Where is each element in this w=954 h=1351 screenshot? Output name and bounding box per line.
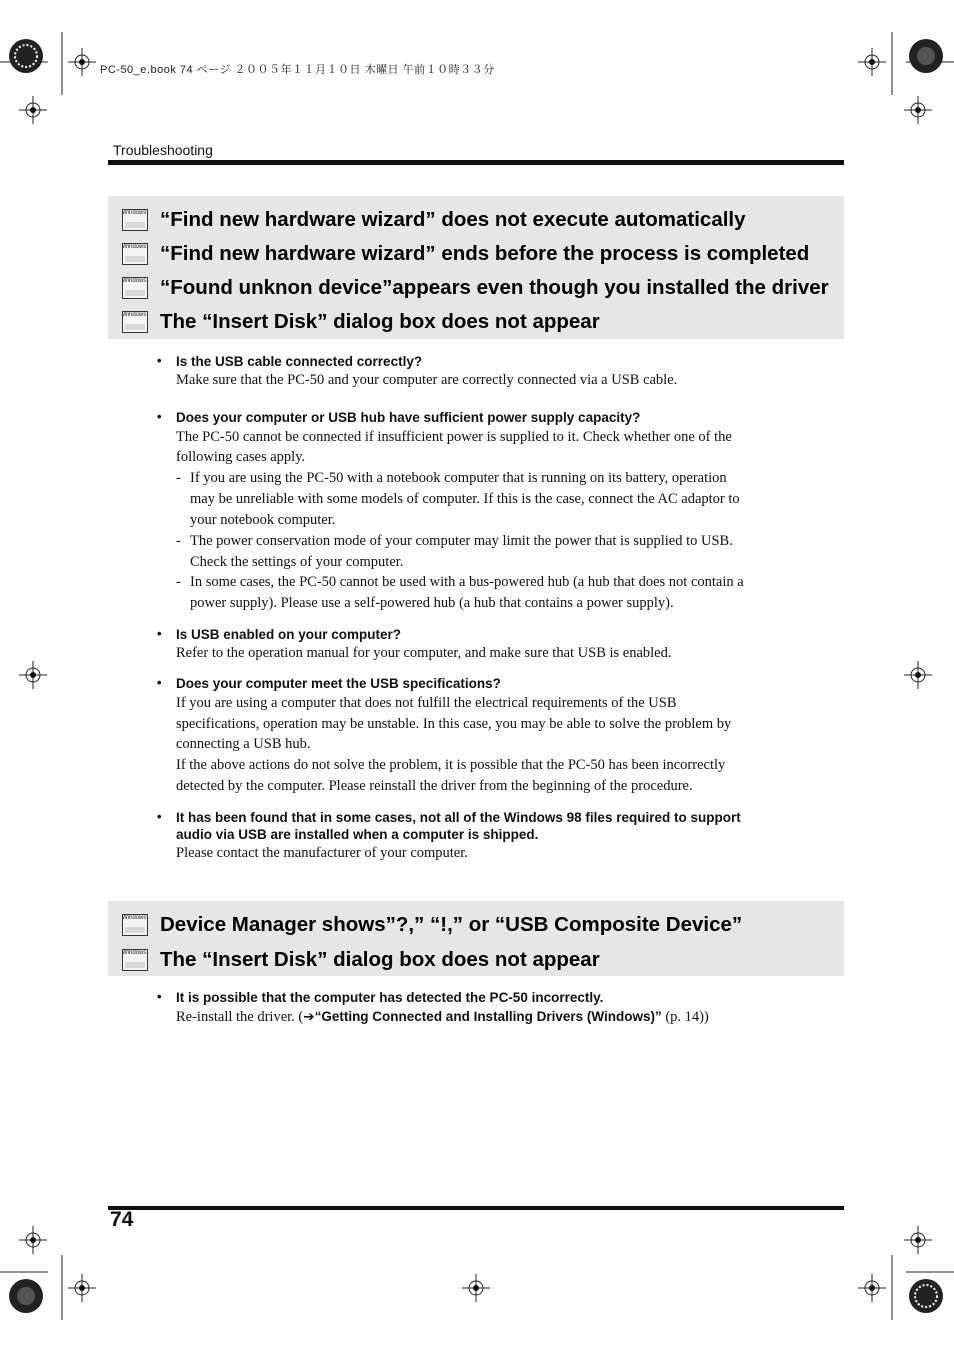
bullet: • (157, 989, 162, 1004)
heading-row (122, 273, 829, 303)
answer-line: connecting a USB hub. (176, 736, 311, 752)
heading-row (122, 945, 600, 975)
subitem-line: If you are using the PC-50 with a notebook computer that is running on its battery, operation (190, 470, 727, 486)
answer-line: following cases apply. (176, 449, 306, 465)
windows-icon-label: Windows (122, 210, 147, 216)
answer-line: Refer to the operation manual for your computer, and make sure that USB is enabled. (176, 645, 672, 661)
windows-icon (122, 311, 148, 333)
subitem-line: Check the settings of your computer. (190, 554, 404, 570)
windows-icon-label: Windows (122, 312, 147, 318)
footer-rule (108, 1206, 844, 1210)
heading-device-manager: Device Manager shows”?,” “!,” or “USB Composite Device” (160, 913, 743, 936)
windows-icon (122, 914, 148, 936)
answer-line: Make sure that the PC-50 and your computer are correctly connected via a USB cable. (176, 372, 678, 388)
heading-row (122, 307, 600, 337)
heading-insert-disk: The “Insert Disk” dialog box does not appear (160, 948, 600, 971)
page-number: 74 (110, 1208, 134, 1231)
bullet: • (157, 626, 162, 641)
answer-line: specifications, operation may be unstable. In this case, you may be able to solve the problem by (176, 716, 732, 732)
dash: - (176, 470, 181, 486)
file-header: PC-50_e.book 74 ページ ２００５年１１月１０日 木曜日 午前１０時３３分 (100, 64, 495, 76)
heading-row (122, 239, 809, 269)
heading-1: “Find new hardware wizard” does not execute automatically (160, 208, 746, 231)
bullet: • (157, 353, 162, 368)
windows-icon-label: Windows (122, 244, 147, 250)
subitem-line: may be unreliable with some models of computer. If this is the case, connect the AC adaptor to (190, 491, 740, 507)
windows-icon (122, 277, 148, 299)
subitem-line: In some cases, the PC-50 cannot be used with a bus-powered hub (a hub that does not contain a (190, 574, 744, 590)
answer-line: Please contact the manufacturer of your computer. (176, 845, 468, 861)
answer-line: If the above actions do not solve the problem, it is possible that the PC-50 has been incorrectly (176, 757, 726, 773)
heading-2: “Find new hardware wizard” ends before the process is completed (160, 242, 810, 265)
answer-suffix: (p. 14)) (661, 1009, 709, 1025)
heading-row (122, 205, 746, 235)
windows-icon (122, 949, 148, 971)
answer-line: detected by the computer. Please reinstall the driver from the beginning of the procedure. (176, 778, 693, 794)
question-usb-enabled: Is USB enabled on your computer? (176, 627, 402, 642)
question-usb-spec: Does your computer meet the USB specifications? (176, 676, 501, 691)
subitem-line: power supply). Please use a self-powered hub (a hub that contains a power supply). (190, 595, 674, 611)
subitem-line: your notebook computer. (190, 512, 336, 528)
windows-icon-label: Windows (122, 278, 147, 284)
heading-3: “Found unknon device”appears even though you installed the driver (160, 276, 829, 299)
answer-line: If you are using a computer that does not fulfill the electrical requirements of the USB (176, 695, 677, 711)
bullet: • (157, 675, 162, 690)
bullet: • (157, 809, 162, 824)
windows-icon-label: Windows (122, 950, 147, 956)
question-usb-cable: Is the USB cable connected correctly? (176, 354, 423, 369)
question-windows98: It has been found that in some cases, not all of the Windows 98 files required to support (176, 810, 741, 825)
windows-icon-label: Windows (122, 915, 147, 921)
subitem-line: The power conservation mode of your computer may limit the power that is supplied to USB. (190, 533, 733, 549)
windows-icon (122, 243, 148, 265)
windows-icon (122, 209, 148, 231)
heading-box-2 (108, 901, 844, 976)
question-detected-incorrectly: It is possible that the computer has detected the PC-50 incorrectly. (176, 990, 604, 1005)
answer-line: The PC-50 cannot be connected if insufficient power is supplied to it. Check whether one of the (176, 429, 732, 445)
bullet: • (157, 409, 162, 424)
answer-prefix: Re-install the driver. ( (176, 1009, 304, 1025)
header-rule (108, 160, 844, 165)
heading-box-1 (108, 196, 844, 339)
answer-reinstall (176, 1007, 816, 1028)
arrow-icon: ➔ (303, 1009, 315, 1024)
section-label: Troubleshooting (113, 142, 213, 158)
heading-4: The “Insert Disk” dialog box does not appear (160, 310, 600, 333)
heading-row (122, 910, 742, 940)
dash: - (176, 533, 181, 549)
question-windows98-cont: audio via USB are installed when a computer is shipped. (176, 827, 539, 842)
cross-reference-link[interactable]: “Getting Connected and Installing Drivers (Windows)” (314, 1009, 662, 1024)
question-power-supply: Does your computer or USB hub have sufficient power supply capacity? (176, 410, 641, 425)
dash: - (176, 574, 181, 590)
